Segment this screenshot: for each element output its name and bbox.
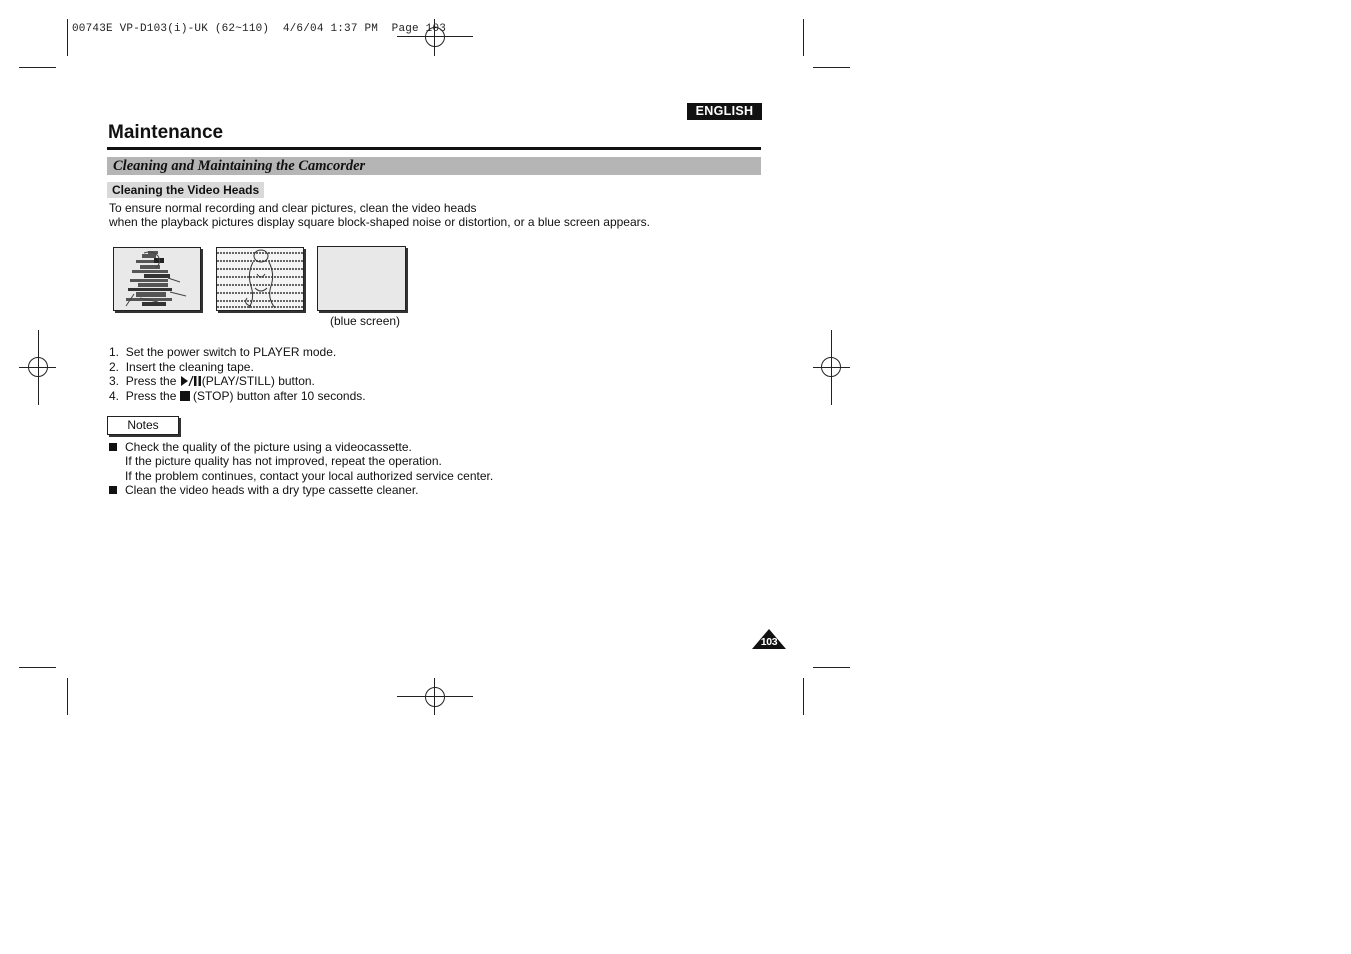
registration-mark: [28, 357, 48, 377]
page-title: Maintenance: [108, 122, 224, 143]
language-badge: ENGLISH: [687, 103, 762, 120]
note-item: Clean the video heads with a dry type cassette cleaner.: [109, 483, 493, 497]
play-pause-icon: [180, 376, 202, 386]
subsection-title: Cleaning the Video Heads: [107, 182, 264, 198]
registration-mark: [821, 357, 841, 377]
bullet-icon: [109, 443, 117, 451]
bullet-icon: [109, 486, 117, 494]
block-noise-illustration: [114, 248, 200, 310]
crop-mark: [19, 667, 56, 668]
steps-list: [109, 345, 366, 403]
page-number: 103: [760, 636, 778, 648]
blue-screen-caption: (blue screen): [330, 314, 401, 328]
crop-mark: [67, 19, 68, 56]
note-item: If the problem continues, contact your local authorized service center.: [125, 468, 494, 483]
section-title: Cleaning and Maintaining the Camcorder: [113, 158, 366, 174]
block-noise-picture: [113, 247, 201, 311]
title-rule: [107, 147, 761, 150]
crop-mark: [803, 678, 804, 715]
print-slug: 00743E VP-D103(i)-UK (62~110) 4/6/04 1:37 PM Page 103: [72, 23, 447, 35]
step-1: 1. Set the power switch to PLAYER mode.: [109, 345, 337, 359]
intro-line-2: when the playback pictures display square block-shaped noise or distortion, or a blue screen appears.: [109, 215, 650, 229]
registration-mark: [425, 687, 445, 707]
distortion-illustration: [217, 248, 303, 310]
crop-mark: [813, 67, 850, 68]
step-4: 4. Press the (STOP) button after 10 seconds.: [109, 388, 366, 403]
note-item: Check the quality of the picture using a videocassette.: [109, 440, 493, 454]
crop-mark: [67, 678, 68, 715]
crop-mark: [803, 19, 804, 56]
notes-label: Notes: [107, 416, 179, 435]
crop-mark: [19, 67, 56, 68]
stop-icon: [180, 391, 190, 401]
intro-line-1: To ensure normal recording and clear pictures, clean the video heads: [109, 201, 477, 215]
notes-list: [109, 440, 493, 498]
blue-screen-picture: [317, 246, 406, 311]
crop-mark: [813, 667, 850, 668]
step-2: 2. Insert the cleaning tape.: [109, 359, 254, 374]
distorted-picture: [216, 247, 304, 311]
step-3: 3. Press the (PLAY/STILL) button.: [109, 374, 315, 389]
note-item: If the picture quality has not improved, repeat the operation.: [125, 454, 442, 469]
